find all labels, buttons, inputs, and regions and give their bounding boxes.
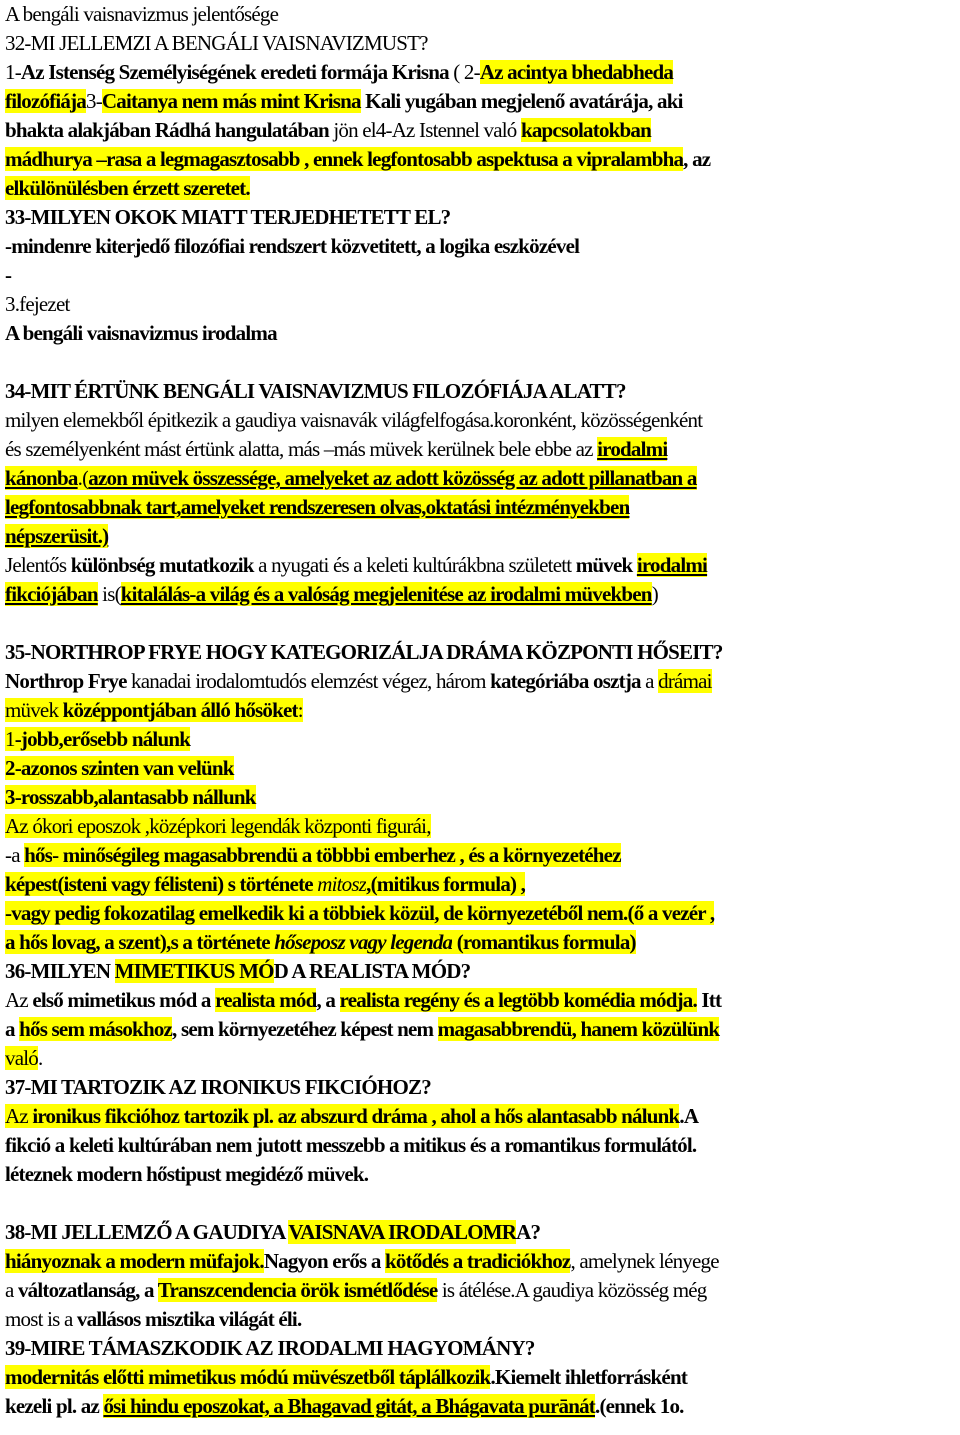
highlighted-text-run: VAISNAVA IRODALOMR — [288, 1220, 517, 1244]
highlighted-text-run: 3-rosszabb,alantasabb nállunk — [5, 785, 256, 809]
text-line — [5, 1015, 957, 1044]
text-run: különbség mutatkozik — [70, 553, 254, 577]
text-run: 39-MIRE TÁMASZKODIK AZ IRODALMI HAGYOMÁNY? — [5, 1336, 535, 1360]
highlighted-text-run: ironikus fikcióhoz tartozik pl. az abszurd dráma , ahol a hős alantasabb nálunk — [32, 1104, 680, 1128]
text-run: müvek — [575, 553, 633, 577]
highlighted-text-run: Az acintya bhedabheda — [479, 60, 674, 84]
highlighted-text-run: népszerüsit.) — [5, 524, 109, 548]
text-line — [5, 290, 957, 319]
highlighted-text-run: azon müvek összessége, amelyeket az adott közösség az adott pillanatban a — [88, 466, 697, 490]
highlighted-text-run: középkori legendák központi figurái, — [149, 814, 431, 838]
highlighted-text-run: kötődés a tradiciókhoz — [385, 1249, 571, 1273]
text-run: A? — [516, 1220, 541, 1244]
highlighted-text-run: irodalmi — [636, 553, 708, 577]
text-run: kezeli pl. az — [5, 1394, 104, 1418]
text-run: Az Istenség Személyiségének eredeti formája Krisna — [20, 60, 449, 84]
highlighted-text-run: Az ókori eposzok , — [5, 814, 150, 838]
highlighted-text-run: hős sem másokhoz — [19, 1017, 173, 1041]
text-line — [5, 1044, 957, 1073]
text-line — [5, 145, 957, 174]
highlighted-text-run: - minőségileg magasabbrendü a többbi emberhez , és a környezetéhez — [52, 843, 621, 867]
text-line — [5, 406, 957, 435]
text-run: A bengáli vaisnavizmus irodalma — [5, 321, 277, 345]
text-run: Az — [5, 988, 33, 1012]
text-run: és személyenként mást értünk alatta, más –más müvek kerülnek bele ebbe az — [5, 437, 598, 461]
text-line — [5, 1218, 957, 1247]
highlighted-text-run: -vagy pedig fokozatilag emelkedik ki a többiek közül, de környezetéből nem.(ő a vezér , — [5, 901, 715, 925]
text-run: 38-MI JELLEMZŐ A GAUDIYA — [5, 1220, 289, 1244]
text-run: ) — [651, 582, 658, 606]
highlighted-text-run: .( — [77, 466, 89, 490]
text-run: , sem környezetéhez képest nem — [172, 1017, 438, 1041]
text-line — [5, 1131, 957, 1160]
text-run: kanadai irodalomtudós elemzést végez, három — [126, 669, 491, 693]
text-run: ( 2- — [448, 60, 480, 84]
text-line — [5, 1102, 957, 1131]
text-line — [5, 232, 957, 261]
text-line — [5, 580, 957, 609]
text-run: .(ennek 1o. — [595, 1394, 684, 1418]
document-body — [5, 0, 957, 1421]
text-run: , a — [316, 988, 340, 1012]
text-line — [5, 29, 957, 58]
highlighted-text-run: -jobb,erősebb nálunk — [14, 727, 191, 751]
highlighted-text-run: müvek — [5, 698, 63, 722]
text-line — [5, 1276, 957, 1305]
highlighted-text-run: fikciójában — [5, 582, 98, 606]
text-run: a — [5, 1017, 20, 1041]
text-run: 33-MILYEN OKOK MIATT TERJEDHETETT EL? — [5, 205, 451, 229]
text-run: . — [37, 1046, 43, 1070]
text-line — [5, 957, 957, 986]
highlighted-text-run: magasabbrendü, hanem közülünk — [437, 1017, 720, 1041]
text-run: Itt — [696, 988, 722, 1012]
highlighted-text-run: Transzcendencia örök ismétlődése — [157, 1278, 438, 1302]
highlighted-text-run: hős — [24, 843, 53, 867]
text-run: kategóriába osztja — [490, 669, 641, 693]
text-run: a nyugati és a keleti kultúrákbna született — [253, 553, 576, 577]
text-run: A bengáli vaisnavizmus jelentősége — [5, 2, 279, 26]
text-line — [5, 116, 957, 145]
text-line — [5, 1334, 957, 1363]
text-run: , az — [683, 147, 711, 171]
text-line — [5, 377, 957, 406]
text-run: Kali yugában megjelenő avatárája, aki — [360, 89, 683, 113]
highlighted-text-run: realista mód — [215, 988, 317, 1012]
highlighted-text-run: 2-azonos szinten van velünk — [5, 756, 234, 780]
text-run: milyen elemekből épitkezik a gaudiya vaisnavák világfelfogása.koronként, közösségenként — [5, 408, 703, 432]
text-run: most is a — [5, 1307, 77, 1331]
highlighted-text-run: ,(mitikus formula) , — [366, 872, 526, 896]
highlighted-text-run: Az — [5, 1104, 33, 1128]
text-line — [5, 667, 957, 696]
highlighted-text-run: 1 — [5, 727, 15, 751]
text-line — [5, 1073, 957, 1102]
text-run: is átélése.A gaudiya közösség még — [437, 1278, 707, 1302]
text-line — [5, 58, 957, 87]
text-run: .Kiemelt ihletforrásként — [490, 1365, 688, 1389]
text-line — [5, 812, 957, 841]
text-line — [5, 986, 957, 1015]
text-run: első mimetikus mód a — [32, 988, 211, 1012]
text-run: változatlanság, a — [17, 1278, 158, 1302]
highlighted-text-run: képest(isteni vagy félisteni) s története — [5, 872, 318, 896]
blank-line — [5, 1189, 957, 1218]
highlighted-text-run: legfontosabbnak tart,amelyeket rendszeresen olvas,oktatási intézményekben — [5, 495, 630, 519]
text-run: - — [5, 263, 12, 287]
text-run: bhakta alakjában Rádhá hangulatában — [5, 118, 329, 142]
text-line — [5, 203, 957, 232]
highlighted-text-run: kapcsolatokban — [520, 118, 651, 142]
text-line — [5, 638, 957, 667]
highlighted-text-run: : — [297, 698, 303, 722]
text-run: Jelentős — [5, 553, 71, 577]
text-line — [5, 435, 957, 464]
highlighted-text-run: Caitanya nem más mint Krisna — [101, 89, 361, 113]
text-run: 35-NORTHROP FRYE HOGY KATEGORIZÁLJA DRÁMA KÖZPONTI HŐSEIT? — [5, 640, 723, 664]
text-run: is( — [97, 582, 121, 606]
text-run: a — [5, 1278, 18, 1302]
highlighted-text-run: középpontjában álló hősöket — [62, 698, 298, 722]
text-run: , amelynek lényege — [570, 1249, 719, 1273]
text-run: 34-MIT ÉRTÜNK BENGÁLI VAISNAVIZMUS FILOZÓFIÁJA ALATT? — [5, 379, 626, 403]
text-run: jön el4-Az Istennel való — [328, 118, 521, 142]
text-line — [5, 87, 957, 116]
text-line — [5, 1363, 957, 1392]
blank-line — [5, 348, 957, 377]
highlighted-text-run: realista regény és a legtöbb komédia módja. — [339, 988, 697, 1012]
text-run: -mindenre kiterjedő filozófiai rendszert közvetitett, a logika eszközével — [5, 234, 580, 258]
text-line — [5, 754, 957, 783]
text-run: -a — [5, 843, 25, 867]
text-run: vallásos misztika világát éli. — [76, 1307, 302, 1331]
highlighted-text-run: a hős lovag, a szent),s a története — [5, 930, 275, 954]
text-run: 1- — [5, 60, 21, 84]
text-line — [5, 725, 957, 754]
text-line — [5, 783, 957, 812]
text-line — [5, 841, 957, 870]
text-run: D A REALISTA MÓD? — [273, 959, 471, 983]
text-run: .A — [679, 1104, 699, 1128]
text-line — [5, 464, 957, 493]
text-run: Nagyon erős a — [263, 1249, 386, 1273]
text-line — [5, 261, 957, 290]
highlighted-text-run: hiányoznak a modern müfajok. — [5, 1249, 264, 1273]
highlighted-text-run: drámai — [658, 669, 712, 693]
text-run: 3.fejezet — [5, 292, 70, 316]
highlighted-text-run: mitosz — [317, 872, 367, 896]
text-line — [5, 899, 957, 928]
blank-line — [5, 609, 957, 638]
text-run: 36-MILYEN — [5, 959, 115, 983]
text-line — [5, 870, 957, 899]
highlighted-text-run: mádhurya –rasa a legmagasztosabb , ennek legfontosabb aspektusa a vipralambha — [5, 147, 684, 171]
highlighted-text-run: modernitás előtti mimetikus módú müvészetből táplálkozik — [5, 1365, 491, 1389]
text-line — [5, 0, 957, 29]
highlighted-text-run: elkülönülésben érzett szeretet. — [5, 176, 250, 200]
highlighted-text-run: hőseposz vagy legenda — [274, 930, 453, 954]
text-run: 32-MI JELLEMZI A BENGÁLI VAISNAVIZMUST? — [5, 31, 428, 55]
text-line — [5, 522, 957, 551]
text-line — [5, 1305, 957, 1334]
text-line — [5, 1160, 957, 1189]
text-line — [5, 551, 957, 580]
text-run: fikció a keleti kultúrában nem jutott messzebb a mitikus és a romantikus formulától. — [5, 1133, 697, 1157]
highlighted-text-run: (romantikus formula) — [452, 930, 636, 954]
text-line — [5, 493, 957, 522]
highlighted-text-run: kánonba — [5, 466, 78, 490]
highlighted-text-run: való — [5, 1046, 38, 1070]
highlighted-text-run: irodalmi — [597, 437, 668, 461]
highlighted-text-run: kitalálás-a világ és a valóság megjelenitése az irodalmi müvekben — [120, 582, 652, 606]
text-run: 3- — [86, 89, 102, 113]
highlighted-text-run: MIMETIKUS MÓ — [114, 959, 274, 983]
text-run: léteznek modern hőstipust megidéző müvek. — [5, 1162, 369, 1186]
highlighted-text-run: filozófiája — [5, 89, 87, 113]
text-line — [5, 1392, 957, 1421]
text-line — [5, 1247, 957, 1276]
text-run: 37-MI TARTOZIK AZ IRONIKUS FIKCIÓHOZ? — [5, 1075, 431, 1099]
text-line — [5, 928, 957, 957]
text-line — [5, 319, 957, 348]
text-line — [5, 696, 957, 725]
highlighted-text-run: ősi hindu eposzokat, a Bhagavad gitát, a Bhágavata purānát — [103, 1394, 595, 1418]
text-line — [5, 174, 957, 203]
text-run: a — [640, 669, 659, 693]
text-run: Northrop Frye — [5, 669, 127, 693]
